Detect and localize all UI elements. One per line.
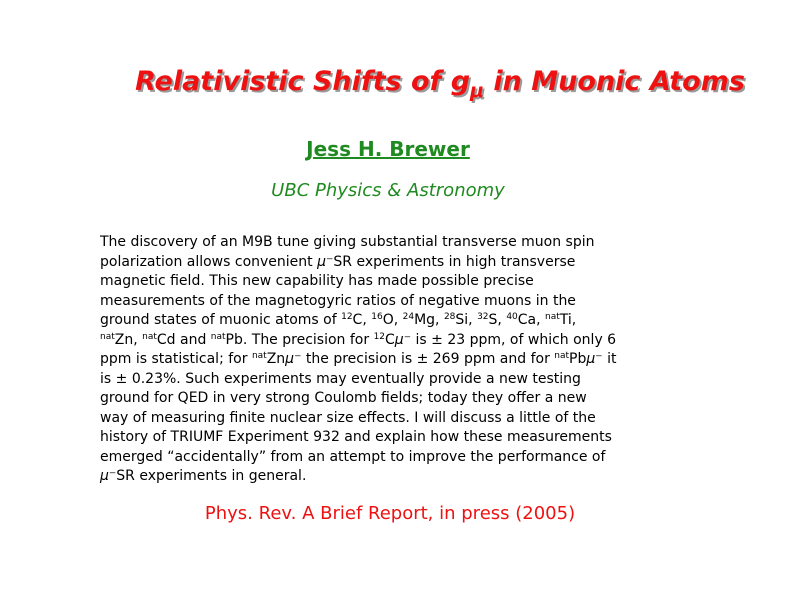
isotope-natural: nat bbox=[142, 331, 157, 342]
negative-muon-symbol: μ⁻ bbox=[100, 468, 117, 484]
affiliation: UBC Physics & Astronomy bbox=[271, 180, 505, 201]
abstract-line bbox=[100, 448, 700, 468]
element-symbol: S, bbox=[488, 312, 507, 328]
abstract-line bbox=[100, 370, 700, 390]
abstract-text bbox=[100, 233, 700, 487]
abstract-line bbox=[100, 311, 700, 331]
text-span: way of measuring finite nuclear size effects. I will discuss a little of the bbox=[100, 409, 596, 426]
element-symbol: Pb bbox=[569, 351, 587, 367]
negative-muon-symbol: μ⁻ bbox=[285, 351, 302, 367]
element-symbol: O, bbox=[382, 312, 403, 328]
text-span: polarization allows convenient bbox=[100, 253, 318, 270]
element-symbol: Zn bbox=[266, 351, 286, 367]
publication-reference: Phys. Rev. A Brief Report, in press (2005) bbox=[204, 503, 576, 524]
text-span: history of TRIUMF Experiment 932 and explain how these measurements bbox=[100, 429, 612, 445]
slide-title-text-end: in Muonic Atoms bbox=[484, 66, 745, 97]
abstract-line bbox=[100, 350, 700, 370]
text-span: SR experiments in general. bbox=[116, 468, 307, 484]
negative-muon-symbol: μ⁻ bbox=[586, 351, 603, 367]
abstract-line bbox=[100, 292, 700, 312]
text-span: it bbox=[602, 351, 617, 367]
element-symbol: Ca, bbox=[517, 312, 546, 328]
text-span: the precision is ± 269 ppm and for bbox=[301, 351, 555, 367]
element-symbol: Cd and bbox=[156, 331, 211, 348]
text-span: SR experiments in high transverse bbox=[333, 253, 576, 270]
isotope-natural: nat bbox=[100, 331, 115, 342]
text-span: is ± 23 ppm, of which only 6 bbox=[411, 331, 617, 348]
element-symbol: Si, bbox=[455, 312, 478, 328]
abstract-line bbox=[100, 331, 700, 351]
element-symbol: Zn, bbox=[114, 331, 143, 348]
abstract-line bbox=[100, 389, 700, 409]
abstract-line bbox=[100, 428, 700, 448]
text-span: emerged “accidentally” from an attempt to improve the performance of bbox=[100, 448, 606, 465]
isotope-mass: 12 bbox=[341, 312, 353, 322]
isotope-mass: 16 bbox=[371, 312, 383, 322]
isotope-natural: nat bbox=[210, 331, 226, 342]
element-symbol: Pb. The precision for bbox=[225, 331, 374, 348]
isotope-mass: 12 bbox=[373, 331, 386, 342]
isotope-mass: 40 bbox=[506, 312, 518, 322]
text-span: measurements of the magnetogyric ratios of negative muons in the bbox=[100, 292, 576, 309]
slide-title bbox=[0, 66, 800, 102]
isotope-mass: 28 bbox=[443, 312, 456, 322]
slide-title-text: Relativistic Shifts of g bbox=[135, 66, 471, 97]
isotope-natural: nat bbox=[251, 351, 267, 361]
negative-muon-symbol: μ⁻ bbox=[394, 331, 412, 348]
text-span: ground for QED in very strong Coulomb fields; today they offer a new bbox=[100, 390, 587, 406]
text-span: is ± 0.23%. Such experiments may eventually provide a new testing bbox=[100, 370, 581, 387]
isotope-natural: nat bbox=[554, 351, 570, 361]
abstract-line bbox=[100, 272, 700, 292]
text-span: ground states of muonic atoms of bbox=[100, 312, 342, 328]
text-span: magnetic field. This new capability has made possible precise bbox=[100, 273, 534, 289]
element-symbol: C bbox=[385, 331, 395, 348]
element-symbol: Mg, bbox=[414, 312, 444, 328]
element-symbol: C, bbox=[352, 312, 372, 328]
isotope-natural: nat bbox=[545, 312, 560, 322]
abstract-line bbox=[100, 409, 700, 429]
element-symbol: Ti, bbox=[559, 312, 577, 328]
isotope-mass: 24 bbox=[402, 312, 415, 322]
author-name: Jess H. Brewer bbox=[306, 137, 470, 161]
slide-title-mu-subscript: μ bbox=[470, 80, 485, 102]
abstract-line bbox=[100, 467, 700, 487]
abstract-line bbox=[100, 233, 700, 253]
negative-muon-symbol: μ⁻ bbox=[317, 253, 334, 270]
text-span: The discovery of an M9B tune giving substantial transverse muon spin bbox=[100, 234, 595, 250]
text-span: ppm is statistical; for bbox=[100, 351, 252, 367]
isotope-mass: 32 bbox=[477, 312, 489, 322]
abstract-line bbox=[100, 253, 700, 273]
